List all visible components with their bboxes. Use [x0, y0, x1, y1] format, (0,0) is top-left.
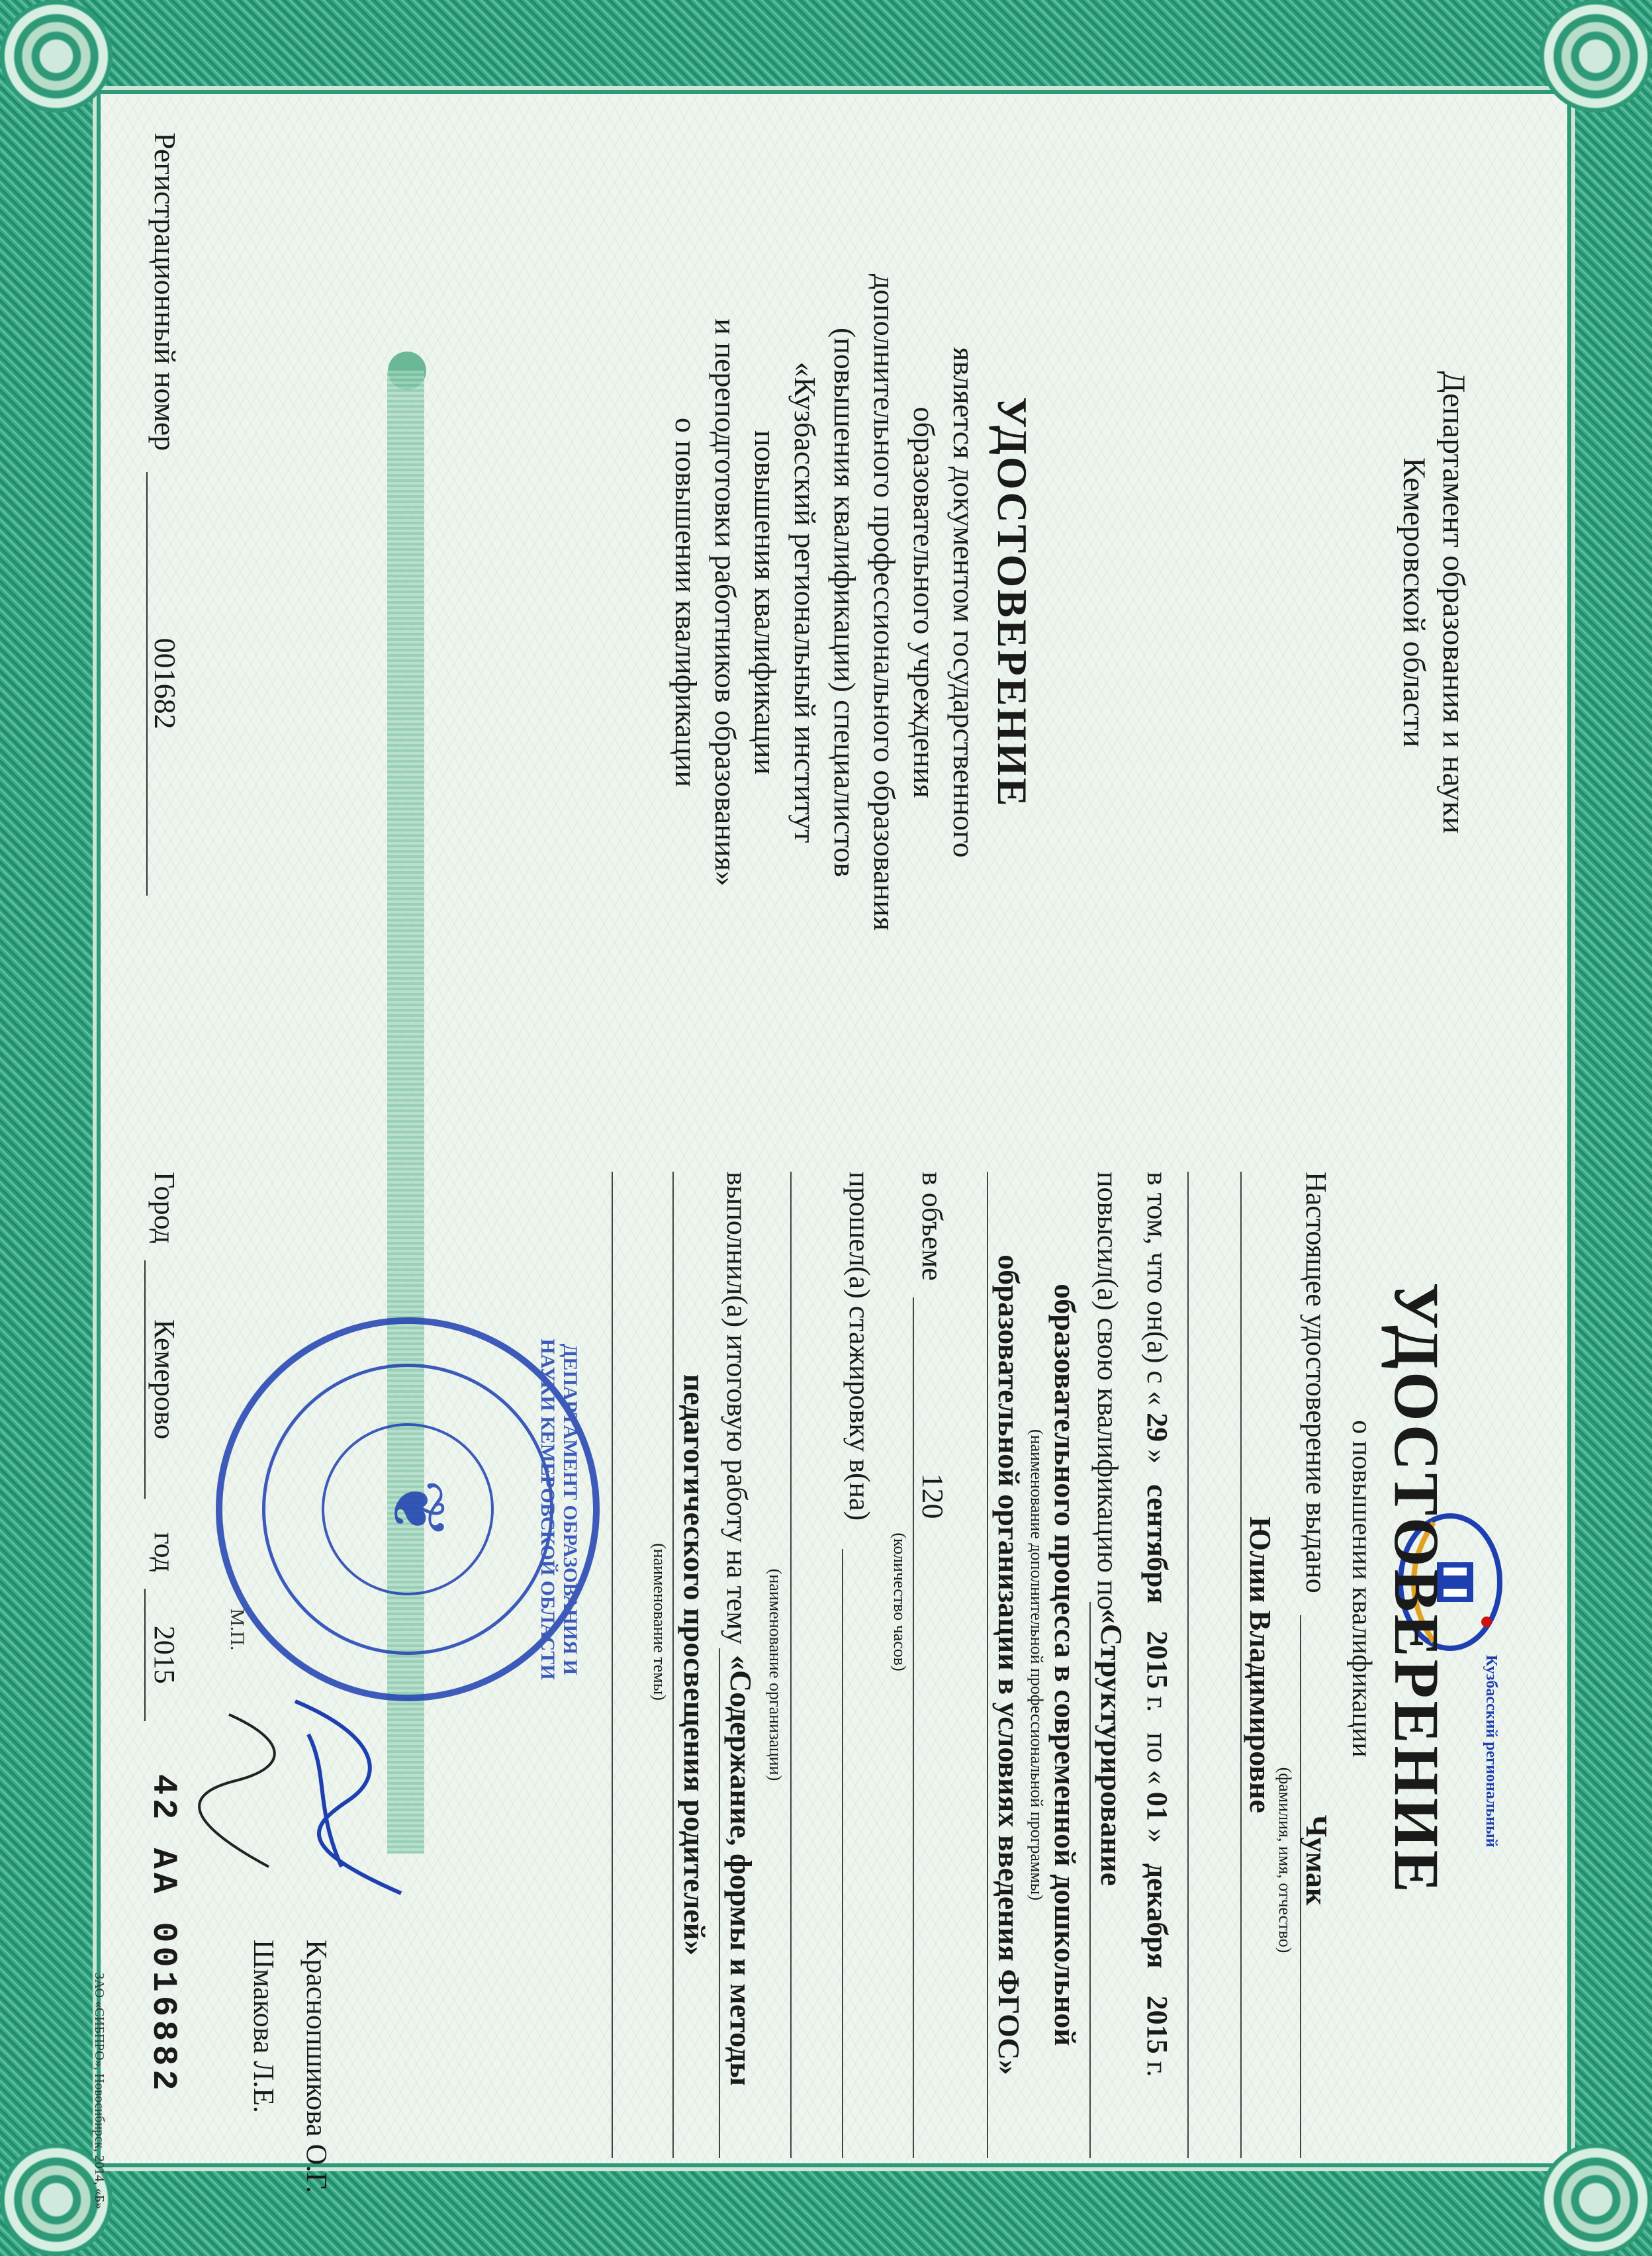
- given-names-line: [1240, 1172, 1242, 2158]
- qualification-label: повысил(а) свою квалификацию по: [1091, 1172, 1124, 1611]
- serial-number: 42 АА 0016882: [144, 1774, 183, 2094]
- printer-credit: ЗАО «СИБПРО», Новосибирск, 2014, «Б»: [92, 1973, 107, 2210]
- logo-text: Кузбасский региональный: [1483, 1655, 1500, 1848]
- secretary-name: Шмакова Л.Е.: [248, 1940, 280, 2114]
- secretary-signature: [163, 1708, 308, 1893]
- registration-number: 001682: [146, 472, 183, 896]
- topic-underline: [719, 1648, 720, 2158]
- year-to: 2015: [1141, 1995, 1173, 2054]
- name-hint: (фамилия, имя, отчество): [1275, 1767, 1295, 1953]
- year-suffix: г.: [1141, 2061, 1173, 2077]
- registration-number-row: [146, 132, 183, 960]
- topic-underline: [672, 1172, 674, 2158]
- left-title: УДОСТОВЕРЕНИЕ: [989, 397, 1036, 808]
- city-year-row: [144, 1172, 183, 1834]
- rector-name: Краснопшикова О.Г.: [300, 1940, 333, 2194]
- year-from: 2015: [1141, 1630, 1173, 1689]
- city-label: Город: [148, 1172, 181, 1244]
- main-subtitle: о повышении квалификации: [1346, 1420, 1377, 1758]
- given-names-value: Юлии Владимировне: [1244, 1517, 1277, 1813]
- volume-label: в объеме: [916, 1172, 948, 1281]
- eagle-emblem-icon: ❦: [377, 1478, 458, 1540]
- final-work-label: выполнил(а) итоговую работу на тему: [721, 1172, 753, 1645]
- month-to: декабря: [1141, 1863, 1173, 1969]
- topic-hint: (наименование темы): [650, 1543, 669, 1701]
- day-to: 01: [1141, 1791, 1173, 1821]
- topic-line-1: «Содержание, формы и методы: [724, 1655, 758, 2087]
- hours-hint: (количество часов): [890, 1532, 909, 1671]
- topic-line-2: педагогического просвещения родителей»: [678, 1374, 711, 1956]
- program-underline: [1089, 1602, 1091, 2158]
- year-suffix: г.: [1141, 1696, 1173, 1713]
- hours-line: [913, 1297, 914, 2158]
- registration-label: Регистрационный номер: [148, 132, 182, 451]
- surname-value: Чумак: [1300, 1814, 1334, 1906]
- seal-text: ДЕПАРТАМЕНТ ОБРАЗОВАНИЯ И НАУКИ КЕМЕРОВСКОЙ ОБЛАСТИ: [537, 1339, 581, 1680]
- year-value: 2015: [144, 1589, 183, 1721]
- city-value: Кемерово: [144, 1260, 183, 1499]
- official-seal: [216, 1317, 600, 1701]
- internship-line: [842, 1549, 843, 2158]
- period-prefix: в том, что он(а) с: [1141, 1172, 1173, 1384]
- program-underline: [987, 1172, 988, 2158]
- issued-label: Настоящее удостоверение выдано: [1300, 1172, 1332, 1593]
- program-line-3: образовательной организации в условиях введения ФГОС»: [992, 1254, 1026, 2075]
- internship-line: [790, 1172, 792, 2158]
- period-row: в том, что он(а) с « 29 » сентября 2015 г. по « 01 » декабря 2015 г.: [1141, 1172, 1173, 2077]
- left-description: является документом государственного образовательного учреждения дополнительного профессионального образования (повышения квалификации) специалистов «Кузбасский региональный институт повышения квалификации и переподготовки работников образования» о повышении квалификации: [669, 273, 981, 931]
- seal-place-label: М.П.: [226, 1609, 248, 1651]
- program-line-2: образовательного процесса в современной дошкольной: [1048, 1284, 1082, 2046]
- hours-value: 120: [916, 1473, 950, 1519]
- main-title: УДОСТОВЕРЕНИЕ: [1381, 1282, 1452, 1895]
- year-label: год: [148, 1532, 181, 1572]
- program-line-1: «Структурирование: [1095, 1609, 1128, 1887]
- blank-line: [612, 1172, 613, 2158]
- program-hint: (наименование дополнительной профессиональной программы): [1027, 1429, 1046, 1901]
- month-from: сентября: [1141, 1484, 1173, 1604]
- to-label: по: [1141, 1732, 1173, 1763]
- blank-line: [1187, 1172, 1189, 2158]
- day-from: 29: [1141, 1413, 1173, 1442]
- internship-label: прошел(а) стажировку в(на): [843, 1172, 876, 1521]
- department-name: Департамент образования и науки Кемеровской области: [1397, 371, 1471, 834]
- organization-hint: (наименование организации): [766, 1568, 785, 1781]
